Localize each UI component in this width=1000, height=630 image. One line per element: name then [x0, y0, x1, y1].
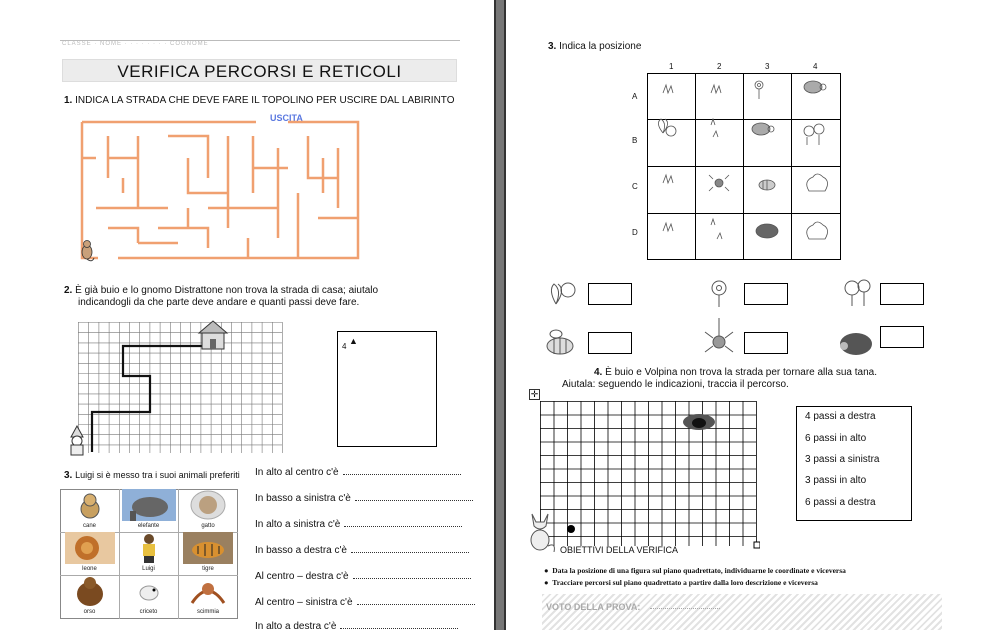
r-q3-text: Indica la posizione: [559, 41, 642, 52]
position-box[interactable]: [588, 283, 632, 305]
label-scimmia: scimmia: [197, 609, 219, 615]
cat-icon: [188, 489, 228, 521]
left-page: [0, 0, 496, 630]
fox-icon: [524, 508, 556, 552]
answer-line[interactable]: [255, 571, 471, 582]
objectives-title: OBIETTIVI DELLA VERIFICA: [560, 545, 679, 555]
coord-rows: [632, 73, 642, 259]
label-cane: cane: [82, 523, 96, 529]
house-icon: [195, 317, 231, 351]
answer-box[interactable]: [337, 331, 437, 447]
hedgehog-icon: [756, 224, 778, 238]
bear-icon: [72, 575, 108, 607]
answer-line-label: In basso a sinistra c'è: [255, 493, 351, 504]
grid-corner-marker: [754, 542, 760, 548]
cell-criceto: [119, 575, 178, 619]
hamster-icon: [134, 575, 164, 607]
vote-label: VOTO DELLA PROVA:: [546, 602, 641, 612]
boy-icon: [134, 532, 164, 564]
row-label: C: [632, 182, 638, 191]
row-label: A: [632, 92, 638, 101]
q1-text: INDICA LA STRADA CHE DEVE FARE IL TOPOLINO PER USCIRE DAL LABIRINTO: [75, 95, 455, 106]
elephant-icon: [122, 489, 176, 521]
gnome-grid[interactable]: [78, 322, 283, 454]
col-label: 4: [813, 62, 818, 71]
page-gutter: [496, 0, 504, 630]
move-handle-icon[interactable]: ✛: [530, 389, 539, 399]
position-box[interactable]: [744, 283, 788, 305]
answer-line-label: Al centro – sinistra c'è: [255, 597, 353, 608]
label-tigre: tigre: [202, 566, 214, 572]
label-gatto: gatto: [201, 523, 215, 529]
position-box[interactable]: [880, 283, 924, 305]
dog-icon: [75, 491, 105, 521]
arrow-up-icon: ▲: [349, 336, 358, 346]
cell-cane: [60, 489, 119, 532]
col-label: 1: [669, 62, 674, 71]
q1-number: 1.: [64, 95, 73, 106]
mouse-icon: [78, 238, 96, 264]
q2-prompt-line2: indicandogli da che parte deve andare e quanti passi deve fare.: [78, 297, 360, 308]
answer-line-label: Al centro – destra c'è: [255, 571, 349, 582]
fox-grid[interactable]: [540, 401, 760, 549]
q2-number: 2.: [64, 285, 73, 296]
cell-elefante: [119, 489, 178, 532]
r-q4-text-line1: È buio e Volpina non trova la strada per tornare alla sua tana.: [605, 367, 877, 378]
position-box[interactable]: [744, 332, 788, 354]
objective-item: [544, 566, 846, 575]
cell-luigi: [119, 532, 178, 575]
den-icon: [682, 408, 716, 430]
r-q3-prompt: [548, 41, 641, 52]
row-label: D: [632, 228, 638, 237]
flower-icon: [702, 276, 736, 308]
answer-line-label: In alto a sinistra c'è: [255, 519, 341, 530]
q3-number: 3.: [64, 470, 73, 481]
coordinate-grid[interactable]: [647, 73, 841, 260]
answer-line[interactable]: [255, 519, 462, 530]
page-title: VERIFICA PERCORSI E RETICOLI: [62, 59, 457, 82]
answer-line-label: In alto al centro c'è: [255, 467, 339, 478]
tiger-icon: [183, 532, 233, 564]
vote-line: [650, 608, 720, 609]
gnome-icon: [63, 425, 91, 457]
objective-item: [544, 578, 818, 587]
maze[interactable]: [78, 118, 363, 263]
instruction: 3 passi a sinistra: [805, 454, 880, 465]
mushroom-icon: [840, 276, 874, 308]
row-label: B: [632, 136, 638, 145]
monkey-icon: [188, 575, 228, 607]
cell-gatto: [178, 489, 238, 532]
answer-line[interactable]: [255, 621, 458, 630]
answer-line[interactable]: [255, 597, 475, 608]
instruction: 6 passi in alto: [805, 433, 867, 444]
instructions-box: [796, 406, 912, 521]
instruction: 3 passi in alto: [805, 475, 867, 486]
r-q3-number: 3.: [548, 41, 557, 52]
cell-tigre: [178, 532, 238, 575]
r-q4-prompt-line1: [594, 367, 877, 378]
q3-prompt: [64, 470, 240, 481]
label-leone: leone: [82, 566, 97, 572]
bee-icon: [759, 180, 775, 190]
animal-grid: [60, 489, 238, 619]
col-label: 2: [717, 62, 722, 71]
bullet-icon: ●: [544, 578, 549, 587]
cell-scimmia: [178, 575, 238, 619]
grid-lines: [540, 401, 757, 546]
position-box[interactable]: [880, 326, 924, 348]
objective-text: Tracciare percorsi sul piano quadrettato a partire dalla loro descrizione e viceversa: [552, 578, 818, 587]
grid-lines: [78, 322, 283, 453]
maze-exit-label: USCITA: [270, 113, 303, 123]
objective-text: Data la posizione di una figura sul piano quadrettato, individuarne le coordinate e viceversa: [552, 566, 846, 575]
answer-line[interactable]: [255, 467, 461, 478]
cell-leone: [60, 532, 119, 575]
start-dot: [567, 525, 575, 533]
r-q4-prompt-line2: Aiutala: seguendo le indicazioni, traccia il percorso.: [562, 379, 789, 390]
q1-prompt: [64, 95, 455, 106]
header-ghost-text: CLASSE · NOME · · · · · · · · COGNOME: [62, 41, 209, 47]
hedgehog-icon: [836, 324, 876, 358]
position-box[interactable]: [588, 332, 632, 354]
lion-icon: [65, 532, 115, 564]
right-page: [504, 0, 1000, 630]
instruction: 6 passi a destra: [805, 497, 876, 508]
bullet-icon: ●: [544, 566, 549, 575]
r-q4-number: 4.: [594, 367, 603, 378]
instruction: 4 passi a destra: [805, 411, 876, 422]
label-luigi: Luigi: [142, 566, 155, 572]
q3-text: Luigi si è messo tra i suoi animali preferiti: [75, 470, 240, 480]
answer-line[interactable]: [255, 493, 473, 504]
label-criceto: criceto: [139, 609, 158, 615]
vote-area[interactable]: [542, 594, 942, 630]
butterfly-icon: [546, 276, 580, 308]
spider-icon: [702, 318, 736, 358]
q2-text-line1: È già buio e lo gnomo Distrattone non trova la strada di casa; aiutalo: [75, 285, 379, 296]
col-label: 3: [765, 62, 770, 71]
cell-orso: [60, 575, 119, 619]
answer-line-label: In alto a destra c'è: [255, 621, 337, 630]
answer-box-mark: 4: [342, 342, 347, 351]
label-orso: orso: [83, 609, 96, 615]
bee-icon: [542, 326, 580, 360]
q2-prompt-line1: [64, 285, 378, 296]
answer-line-label: In basso a destra c'è: [255, 545, 347, 556]
answer-line[interactable]: [255, 545, 469, 556]
coord-columns: [647, 62, 841, 72]
label-elefante: elefante: [137, 523, 160, 529]
